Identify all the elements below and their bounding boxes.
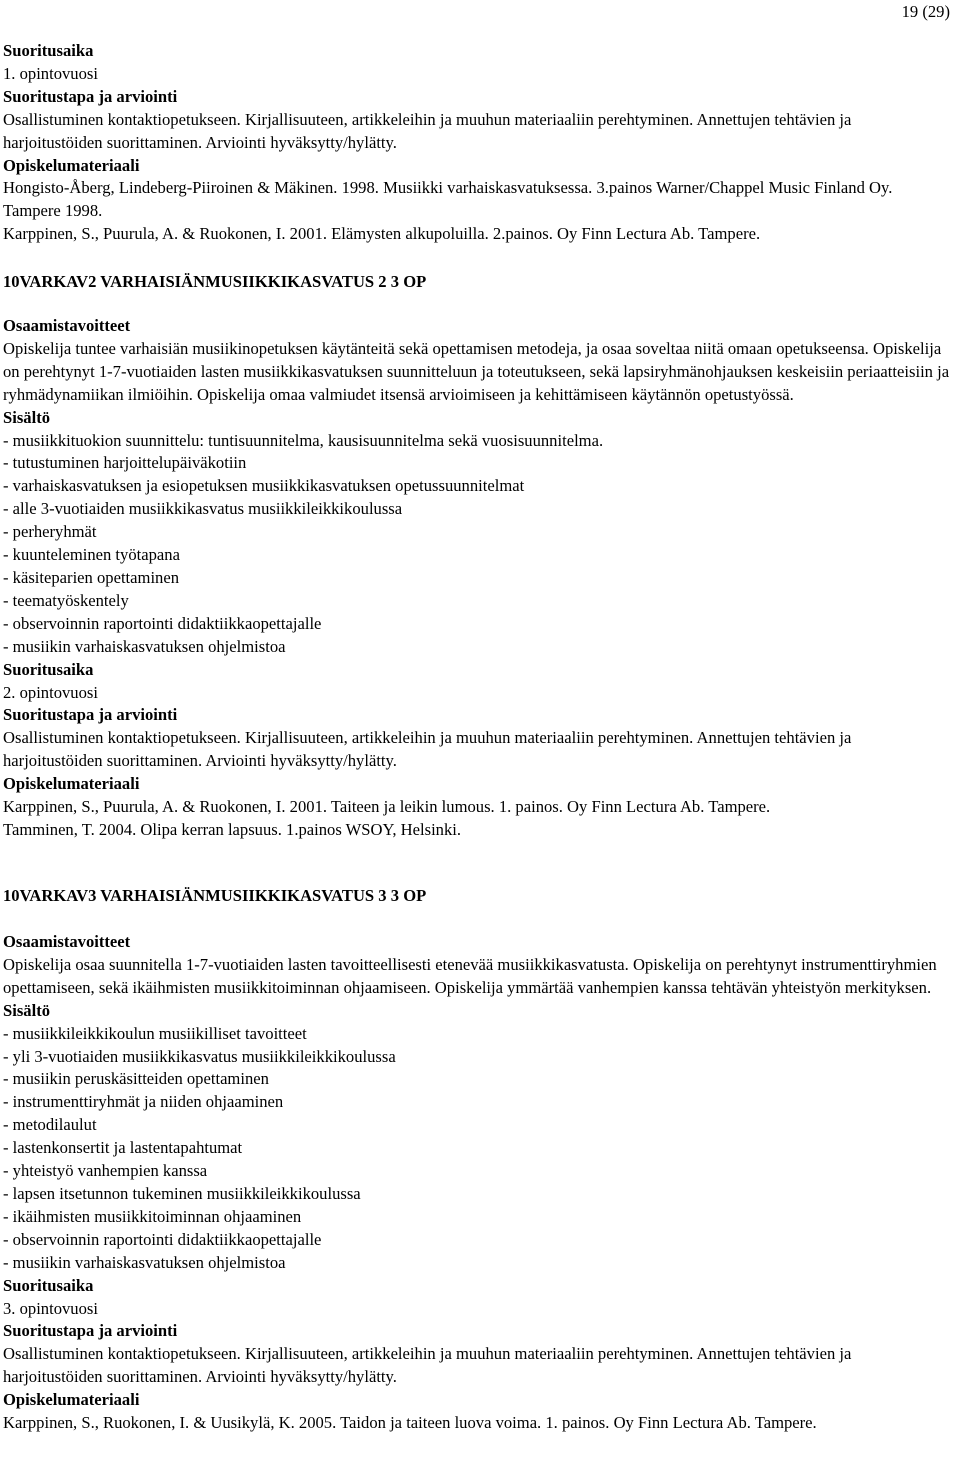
list-item: - ikäihmisten musiikkitoiminnan ohjaaminen bbox=[3, 1206, 302, 1226]
list-item: - instrumenttiryhmät ja niiden ohjaaminen bbox=[3, 1092, 284, 1112]
list-item: - yhteistyö vanhempien kanssa bbox=[3, 1161, 208, 1181]
suoritusaika-heading: Suoritusaika bbox=[3, 41, 94, 60]
suoritustapa-text: Osallistuminen kontaktiopetukseen. Kirjallisuuteen, artikkeleihin ja muuhun materiaaliin perehtyminen. Annettujen tehtävien ja harjoitustöiden suorittaminen. Arviointi hyväksytty/hylätty. bbox=[3, 109, 852, 152]
list-item: - metodilaulut bbox=[3, 1115, 97, 1135]
course-varkav2-body bbox=[3, 315, 951, 842]
suoritusaika-value: 1. opintovuosi bbox=[3, 63, 98, 83]
list-item: - kuunteleminen työtapana bbox=[3, 545, 180, 565]
osaamistavoitteet-text: Opiskelija tuntee varhaisiän musiikinopetuksen käytänteitä sekä opettamisen metodeja, ja osaa soveltaa niitä omaan opetukseensa. Opiskelija on perehtynyt 1-7-vuotiaiden lasten musiikkikasvatuksen suunnitteluun ja toteutukseen, sekä lapsiryhmänohjauksen keskeisiin periaatteisiin ja ryhmädynamiikan ilmiöihin. Opiskelija omaa valmiudet itsensä arvioimiseen ja kehittämiseen käytännön opetustyössä. bbox=[3, 338, 950, 404]
page-number: 19 (29) bbox=[901, 2, 950, 21]
course-title-varkav2: 10VARKAV2 VARHAISIÄNMUSIIKKIKASVATUS 2 3 OP bbox=[3, 272, 427, 291]
suoritustapa-heading: Suoritustapa ja arviointi bbox=[3, 705, 178, 725]
opiskelumateriaali-heading: Opiskelumateriaali bbox=[3, 1390, 140, 1410]
material-item: Karppinen, S., Puurula, A. & Ruokonen, I. 2001. Taiteen ja leikin lumous. 1. painos. Oy Finn Lectura Ab. Tampere. bbox=[3, 797, 771, 817]
list-item: - lapsen itsetunnon tukeminen musiikkileikkikoulussa bbox=[3, 1183, 361, 1203]
list-item: - musiikin varhaiskasvatuksen ohjelmistoa bbox=[3, 636, 286, 656]
list-item: - musiikin peruskäsitteiden opettaminen bbox=[3, 1069, 269, 1089]
suoritusaika-heading: Suoritusaika bbox=[3, 659, 94, 679]
opiskelumateriaali-heading: Opiskelumateriaali bbox=[3, 155, 140, 175]
previous-course-tail bbox=[3, 40, 951, 246]
material-item: Karppinen, S., Ruokonen, I. & Uusikylä, K. 2005. Taidon ja taiteen luova voima. 1. painos. Oy Finn Lectura Ab. Tampere. bbox=[3, 1413, 817, 1433]
list-item: - teematyöskentely bbox=[3, 590, 129, 610]
suoritustapa-heading: Suoritustapa ja arviointi bbox=[3, 86, 178, 106]
list-item: - musiikkileikkikoulun musiikilliset tavoitteet bbox=[3, 1023, 307, 1043]
suoritustapa-text: Osallistuminen kontaktiopetukseen. Kirjallisuuteen, artikkeleihin ja muuhun materiaaliin perehtyminen. Annettujen tehtävien ja harjoitustöiden suorittaminen. Arviointi hyväksytty/hylätty. bbox=[3, 728, 852, 771]
suoritusaika-heading: Suoritusaika bbox=[3, 1275, 94, 1295]
material-item: Tamminen, T. 2004. Olipa kerran lapsuus. 1.painos WSOY, Helsinki. bbox=[3, 819, 462, 839]
list-item: - tutustuminen harjoittelupäiväkotiin bbox=[3, 453, 247, 473]
suoritusaika-value: 3. opintovuosi bbox=[3, 1298, 98, 1318]
opiskelumateriaali-heading: Opiskelumateriaali bbox=[3, 774, 140, 794]
suoritusaika-value: 2. opintovuosi bbox=[3, 682, 98, 702]
list-item: - yli 3-vuotiaiden musiikkikasvatus musiikkileikkikoulussa bbox=[3, 1046, 396, 1066]
sisalto-heading: Sisältö bbox=[3, 1000, 51, 1020]
osaamistavoitteet-heading: Osaamistavoitteet bbox=[3, 316, 131, 335]
course-title-varkav3: 10VARKAV3 VARHAISIÄNMUSIIKKIKASVATUS 3 3 OP bbox=[3, 886, 427, 905]
osaamistavoitteet-text: Opiskelija osaa suunnitella 1-7-vuotiaiden lasten tavoitteellisesti etenevää musiikkikasvatusta. Opiskelija on perehtynyt instrumenttiryhmien opettamiseen, sekä ikäihmisten musiikkitoiminnan ohjaamiseen. Opiskelija ymmärtää vanhempien kanssa tehtävän yhteistyön merkityksen. bbox=[3, 954, 937, 997]
list-item: - observoinnin raportointi didaktiikkaopettajalle bbox=[3, 613, 322, 633]
course-varkav3-body bbox=[3, 931, 951, 1435]
material-item: Hongisto-Åberg, Lindeberg-Piiroinen & Mäkinen. 1998. Musiikki varhaiskasvatuksessa. 3.painos Warner/Chappel Music Finland Oy. Tampere 1998. bbox=[3, 178, 893, 221]
list-item: - lastenkonsertit ja lastentapahtumat bbox=[3, 1138, 243, 1158]
osaamistavoitteet-heading: Osaamistavoitteet bbox=[3, 932, 131, 951]
list-item: - musiikin varhaiskasvatuksen ohjelmistoa bbox=[3, 1252, 286, 1272]
material-item: Karppinen, S., Puurula, A. & Ruokonen, I. 2001. Elämysten alkupoluilla. 2.painos. Oy Finn Lectura Ab. Tampere. bbox=[3, 224, 761, 244]
suoritustapa-text: Osallistuminen kontaktiopetukseen. Kirjallisuuteen, artikkeleihin ja muuhun materiaaliin perehtyminen. Annettujen tehtävien ja harjoitustöiden suorittaminen. Arviointi hyväksytty/hylätty. bbox=[3, 1344, 852, 1387]
list-item: - perheryhmät bbox=[3, 522, 97, 542]
list-item: - käsiteparien opettaminen bbox=[3, 567, 180, 587]
sisalto-heading: Sisältö bbox=[3, 407, 51, 427]
list-item: - observoinnin raportointi didaktiikkaopettajalle bbox=[3, 1229, 322, 1249]
suoritustapa-heading: Suoritustapa ja arviointi bbox=[3, 1321, 178, 1341]
list-item: - varhaiskasvatuksen ja esiopetuksen musiikkikasvatuksen opetussuunnitelmat bbox=[3, 476, 525, 496]
list-item: - alle 3-vuotiaiden musiikkikasvatus musiikkileikkikoulussa bbox=[3, 499, 403, 519]
list-item: - musiikkituokion suunnittelu: tuntisuunnitelma, kausisuunnitelma sekä vuosisuunnitelma. bbox=[3, 430, 604, 450]
